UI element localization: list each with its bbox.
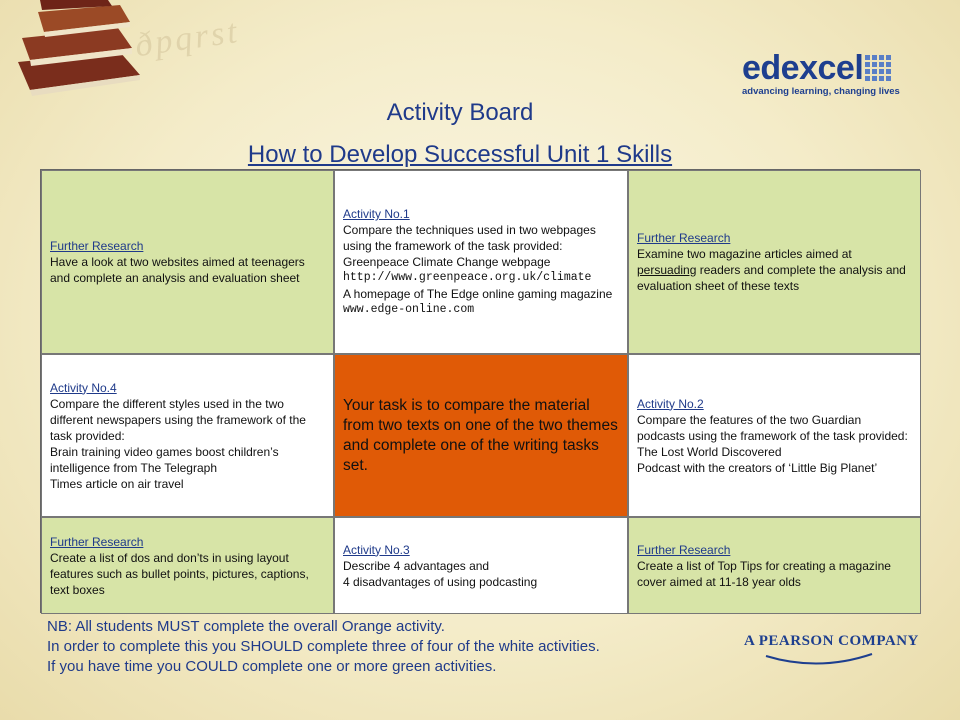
logo-grid-icon <box>865 55 891 81</box>
cell-line: Brain training video games boost children’s intelligence from The Telegraph <box>50 444 279 475</box>
cell-text: Compare the techniques used in two webpages using the framework of the task provided: <box>343 223 596 253</box>
page-title: Activity Board <box>386 99 534 126</box>
persuading-word: persuading <box>637 263 697 277</box>
note-line: NB: All students MUST complete the overall Orange activity. <box>47 618 445 635</box>
activity-board <box>40 169 920 613</box>
cell-line: Podcast with the creators of ‘Little Big Planet’ <box>637 460 878 475</box>
cell-text: Create a list of dos and don’ts in using layout features such as bullet points, pictures, captions, text boxes <box>50 550 309 597</box>
decorative-letters: ðpqrst <box>132 12 242 65</box>
cell-heading[interactable]: Activity No.3 <box>343 542 410 557</box>
cell-further-research-layout <box>41 517 334 614</box>
cell-activity-1 <box>334 170 628 354</box>
cell-text: Create a list of Top Tips for creating a magazine cover aimed at 11-18 year olds <box>637 558 891 589</box>
cell-line: Times article on air travel <box>50 476 184 491</box>
cell-line: 4 disadvantages of using podcasting <box>343 574 538 589</box>
note-line: In order to complete this you SHOULD complete three of four of the white activities. <box>47 638 600 655</box>
cell-line: The Lost World Discovered <box>637 444 782 459</box>
swoosh-icon <box>764 650 874 668</box>
cell-activity-2 <box>628 354 921 517</box>
cell-heading[interactable]: Further Research <box>50 534 144 549</box>
cell-text <box>637 246 912 294</box>
page-subtitle: How to Develop Successful Unit 1 Skills <box>247 141 673 168</box>
cell-line: Greenpeace Climate Change webpage <box>343 255 551 269</box>
cell-further-research-magazine <box>628 170 921 354</box>
cell-text: Compare the different styles used in the two different newspapers using the framework of the task provided: <box>50 396 306 443</box>
cell-text-part: readers and complete the analysis and evaluation sheet of these texts <box>637 263 906 293</box>
cell-heading[interactable]: Activity No.2 <box>637 396 704 411</box>
edexcel-logo <box>742 50 902 97</box>
cell-activity-3 <box>334 517 628 614</box>
cell-heading[interactable]: Activity No.4 <box>50 380 117 395</box>
cell-heading[interactable]: Further Research <box>637 542 731 557</box>
cell-further-research-websites <box>41 170 334 354</box>
cell-text: Compare the features of the two Guardian podcasts using the framework of the task provided: <box>637 412 908 443</box>
cell-line: Describe 4 advantages and <box>343 558 490 573</box>
cell-activity-4 <box>41 354 334 517</box>
cell-heading[interactable]: Further Research <box>637 231 731 245</box>
logo-brand: edexcel <box>742 49 864 87</box>
cell-further-research-cover <box>628 517 921 614</box>
notes <box>47 617 600 677</box>
url-edge: www.edge-online.com <box>343 303 475 316</box>
logo-tagline: advancing learning, changing lives <box>742 86 900 97</box>
main-task-text: Your task is to compare the material from two texts on one of the two themes and complete one of the writing tasks set. <box>343 396 618 474</box>
cell-line: A homepage of The Edge online gaming magazine <box>343 287 613 301</box>
url-greenpeace: http://www.greenpeace.org.uk/climate <box>343 271 592 284</box>
note-line: If you have time you COULD complete one or more green activities. <box>47 658 497 675</box>
cell-text-part: Examine two magazine articles aimed at <box>637 247 852 261</box>
cell-heading[interactable]: Further Research <box>50 239 144 253</box>
cell-text: Have a look at two websites aimed at teenagers and complete an analysis and evaluation sheet <box>50 255 305 285</box>
pearson-logo: A PEARSON COMPANY <box>744 633 919 649</box>
cell-main-task <box>334 354 628 517</box>
cell-heading[interactable]: Activity No.1 <box>343 207 410 221</box>
